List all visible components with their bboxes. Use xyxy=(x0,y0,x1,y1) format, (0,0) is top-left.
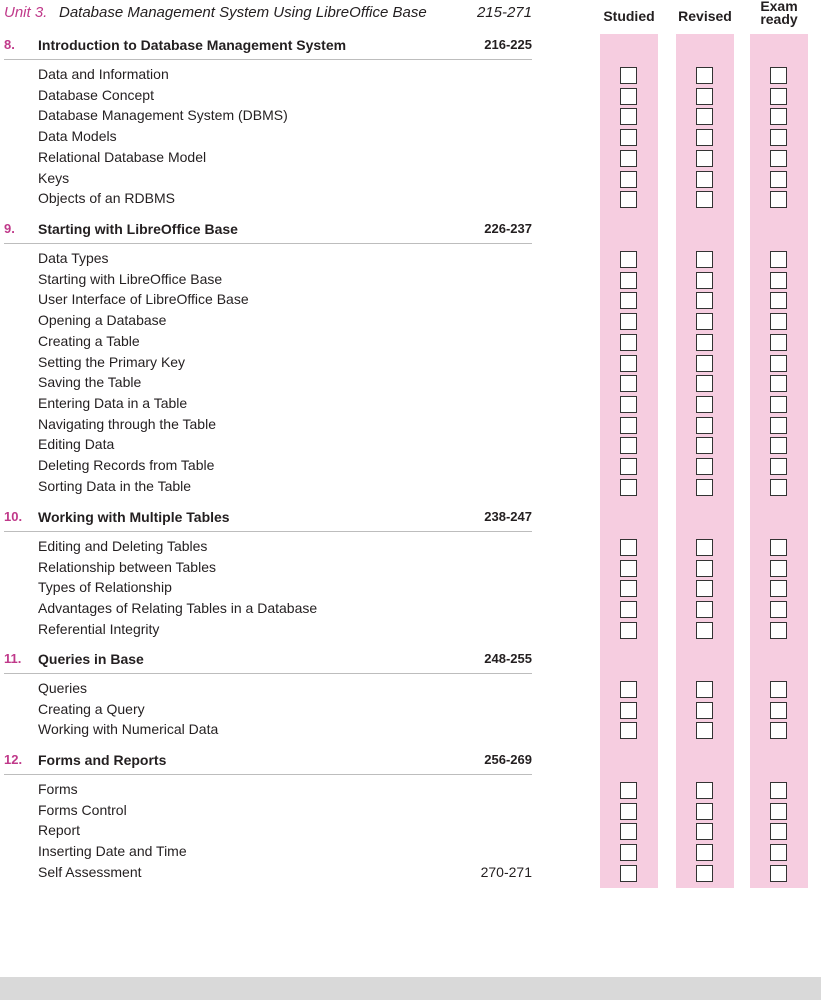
revised-checkbox[interactable] xyxy=(696,67,713,84)
chapter-number: 11. xyxy=(4,651,22,666)
studied-checkbox[interactable] xyxy=(620,171,637,188)
revised-checkbox[interactable] xyxy=(696,251,713,268)
revised-checkbox[interactable] xyxy=(696,334,713,351)
revised-checkbox[interactable] xyxy=(696,417,713,434)
exam-ready-checkbox[interactable] xyxy=(770,355,787,372)
exam-ready-checkbox[interactable] xyxy=(770,129,787,146)
topic-title: Working with Numerical Data xyxy=(38,721,219,737)
studied-checkbox[interactable] xyxy=(620,191,637,208)
studied-checkbox[interactable] xyxy=(620,681,637,698)
exam-ready-checkbox[interactable] xyxy=(770,292,787,309)
unit-label: Unit 3. xyxy=(4,4,48,21)
exam-ready-checkbox[interactable] xyxy=(770,417,787,434)
revised-checkbox[interactable] xyxy=(696,539,713,556)
topic-title: Objects of an RDBMS xyxy=(38,190,175,206)
topic-title: Navigating through the Table xyxy=(38,416,216,432)
studied-checkbox[interactable] xyxy=(620,803,637,820)
studied-checkbox[interactable] xyxy=(620,601,637,618)
topic-title: Deleting Records from Table xyxy=(38,457,215,473)
revised-checkbox[interactable] xyxy=(696,396,713,413)
topic-title: Creating a Query xyxy=(38,701,145,717)
chapter-pages: 226-237 xyxy=(484,221,532,236)
exam-ready-checkbox[interactable] xyxy=(770,702,787,719)
topic-title: Relationship between Tables xyxy=(38,559,216,575)
revised-checkbox[interactable] xyxy=(696,722,713,739)
topic-title: Report xyxy=(38,822,81,838)
unit-pages: 215-271 xyxy=(476,4,532,21)
topic-title: Starting with LibreOffice Base xyxy=(38,271,223,287)
revised-checkbox[interactable] xyxy=(696,292,713,309)
topic-title: Forms xyxy=(38,781,78,797)
topic-title: Inserting Date and Time xyxy=(38,843,187,859)
topic-title: Keys xyxy=(38,170,70,186)
exam-ready-checkbox[interactable] xyxy=(770,580,787,597)
chapter-title: Forms and Reports xyxy=(38,752,167,768)
revised-checkbox[interactable] xyxy=(696,355,713,372)
topic-title: Setting the Primary Key xyxy=(38,354,186,370)
studied-checkbox[interactable] xyxy=(620,722,637,739)
exam-ready-checkbox[interactable] xyxy=(770,722,787,739)
exam-ready-checkbox[interactable] xyxy=(770,458,787,475)
exam-ready-checkbox[interactable] xyxy=(770,191,787,208)
exam-ready-checkbox[interactable] xyxy=(770,539,787,556)
studied-checkbox[interactable] xyxy=(620,539,637,556)
revised-checkbox[interactable] xyxy=(696,313,713,330)
revised-checkbox[interactable] xyxy=(696,844,713,861)
studied-checkbox[interactable] xyxy=(620,702,637,719)
chapter-header xyxy=(4,33,532,60)
exam-ready-checkbox[interactable] xyxy=(770,865,787,882)
revised-checkbox[interactable] xyxy=(696,191,713,208)
studied-checkbox[interactable] xyxy=(620,865,637,882)
revised-checkbox[interactable] xyxy=(696,458,713,475)
column-header-exam-ready xyxy=(750,0,808,32)
topic-title: Saving the Table xyxy=(38,374,142,390)
topic-title: Types of Relationship xyxy=(38,579,172,595)
studied-checkbox[interactable] xyxy=(620,823,637,840)
exam-ready-checkbox[interactable] xyxy=(770,823,787,840)
revised-checkbox[interactable] xyxy=(696,803,713,820)
chapter-number: 12. xyxy=(4,752,23,767)
revised-checkbox[interactable] xyxy=(696,272,713,289)
revised-checkbox[interactable] xyxy=(696,782,713,799)
exam-ready-checkbox[interactable] xyxy=(770,313,787,330)
topic-title: Forms Control xyxy=(38,802,127,818)
chapter-pages: 256-269 xyxy=(484,752,532,767)
column-header-revised: Revised xyxy=(678,8,732,24)
chapter-number: 8. xyxy=(4,37,15,52)
exam-ready-checkbox[interactable] xyxy=(770,560,787,577)
revised-checkbox[interactable] xyxy=(696,437,713,454)
studied-checkbox[interactable] xyxy=(620,292,637,309)
column-header-studied: Studied xyxy=(603,8,655,24)
chapter-pages: 238-247 xyxy=(484,509,532,524)
exam-ready-checkbox[interactable] xyxy=(770,601,787,618)
chapter-header xyxy=(4,647,532,674)
exam-ready-checkbox[interactable] xyxy=(770,150,787,167)
studied-checkbox[interactable] xyxy=(620,782,637,799)
studied-checkbox[interactable] xyxy=(620,560,637,577)
exam-ready-checkbox[interactable] xyxy=(770,251,787,268)
studied-checkbox[interactable] xyxy=(620,844,637,861)
studied-checkbox[interactable] xyxy=(620,396,637,413)
revised-checkbox[interactable] xyxy=(696,88,713,105)
chapter-title: Working with Multiple Tables xyxy=(38,509,230,525)
studied-checkbox[interactable] xyxy=(620,375,637,392)
topic-title: Sorting Data in the Table xyxy=(38,478,192,494)
revised-checkbox[interactable] xyxy=(696,129,713,146)
studied-checkbox[interactable] xyxy=(620,580,637,597)
topic-title: Creating a Table xyxy=(38,333,140,349)
revised-checkbox[interactable] xyxy=(696,681,713,698)
exam-ready-checkbox[interactable] xyxy=(770,67,787,84)
column-header-exam-ready-line1: Exam xyxy=(760,0,798,14)
topic-title: Relational Database Model xyxy=(38,149,207,165)
exam-ready-checkbox[interactable] xyxy=(770,782,787,799)
exam-ready-checkbox[interactable] xyxy=(770,681,787,698)
exam-ready-checkbox[interactable] xyxy=(770,437,787,454)
topic-title: Editing Data xyxy=(38,436,115,452)
unit-title: Database Management System Using LibreOffice Base xyxy=(59,4,427,21)
revised-checkbox[interactable] xyxy=(696,108,713,125)
revised-checkbox[interactable] xyxy=(696,580,713,597)
topic-title: Database Management System (DBMS) xyxy=(38,107,288,123)
revised-checkbox[interactable] xyxy=(696,702,713,719)
chapter-number: 10. xyxy=(4,509,23,524)
revised-checkbox[interactable] xyxy=(696,601,713,618)
exam-ready-checkbox[interactable] xyxy=(770,108,787,125)
studied-checkbox[interactable] xyxy=(620,313,637,330)
revised-checkbox[interactable] xyxy=(696,150,713,167)
revised-checkbox[interactable] xyxy=(696,171,713,188)
studied-checkbox[interactable] xyxy=(620,458,637,475)
exam-ready-checkbox[interactable] xyxy=(770,171,787,188)
topic-title: Entering Data in a Table xyxy=(38,395,188,411)
exam-ready-checkbox[interactable] xyxy=(770,803,787,820)
chapter-pages: 216-225 xyxy=(484,37,532,52)
exam-ready-checkbox[interactable] xyxy=(770,272,787,289)
topic-pages: 270-271 xyxy=(480,864,532,880)
studied-checkbox[interactable] xyxy=(620,108,637,125)
chapter-number: 9. xyxy=(4,221,15,236)
topic-title: Opening a Database xyxy=(38,312,167,328)
studied-checkbox[interactable] xyxy=(620,88,637,105)
topic-title: User Interface of LibreOffice Base xyxy=(38,291,249,307)
topic-title: Database Concept xyxy=(38,87,154,103)
topic-title: Editing and Deleting Tables xyxy=(38,538,208,554)
revised-checkbox[interactable] xyxy=(696,375,713,392)
topic-title: Advantages of Relating Tables in a Database xyxy=(38,600,318,616)
exam-ready-checkbox[interactable] xyxy=(770,844,787,861)
studied-checkbox[interactable] xyxy=(620,129,637,146)
studied-checkbox[interactable] xyxy=(620,622,637,639)
topic-title: Data and Information xyxy=(38,66,169,82)
column-header-exam-ready-line2: ready xyxy=(760,11,798,27)
studied-checkbox[interactable] xyxy=(620,334,637,351)
studied-checkbox[interactable] xyxy=(620,417,637,434)
revised-checkbox[interactable] xyxy=(696,560,713,577)
revised-checkbox[interactable] xyxy=(696,823,713,840)
unit-header xyxy=(4,4,532,26)
studied-checkbox[interactable] xyxy=(620,67,637,84)
studied-checkbox[interactable] xyxy=(620,355,637,372)
topic-title: Referential Integrity xyxy=(38,621,160,637)
footer-bar xyxy=(0,977,821,1000)
chapter-header xyxy=(4,505,532,532)
revised-checkbox[interactable] xyxy=(696,622,713,639)
studied-checkbox[interactable] xyxy=(620,479,637,496)
exam-ready-checkbox[interactable] xyxy=(770,334,787,351)
exam-ready-checkbox[interactable] xyxy=(770,622,787,639)
chapter-pages: 248-255 xyxy=(484,651,532,666)
exam-ready-checkbox[interactable] xyxy=(770,88,787,105)
studied-checkbox[interactable] xyxy=(620,437,637,454)
chapter-title: Queries in Base xyxy=(38,651,144,667)
chapter-header xyxy=(4,748,532,775)
studied-checkbox[interactable] xyxy=(620,251,637,268)
topic-title: Data Types xyxy=(38,250,109,266)
revised-checkbox[interactable] xyxy=(696,865,713,882)
exam-ready-checkbox[interactable] xyxy=(770,479,787,496)
exam-ready-checkbox[interactable] xyxy=(770,375,787,392)
topic-title: Queries xyxy=(38,680,88,696)
exam-ready-checkbox[interactable] xyxy=(770,396,787,413)
chapter-title: Starting with LibreOffice Base xyxy=(38,221,238,237)
topic-title: Self Assessment xyxy=(38,864,142,880)
topic-title: Data Models xyxy=(38,128,117,144)
chapter-title: Introduction to Database Management System xyxy=(38,37,347,53)
studied-checkbox[interactable] xyxy=(620,272,637,289)
revised-checkbox[interactable] xyxy=(696,479,713,496)
studied-checkbox[interactable] xyxy=(620,150,637,167)
chapter-header xyxy=(4,217,532,244)
